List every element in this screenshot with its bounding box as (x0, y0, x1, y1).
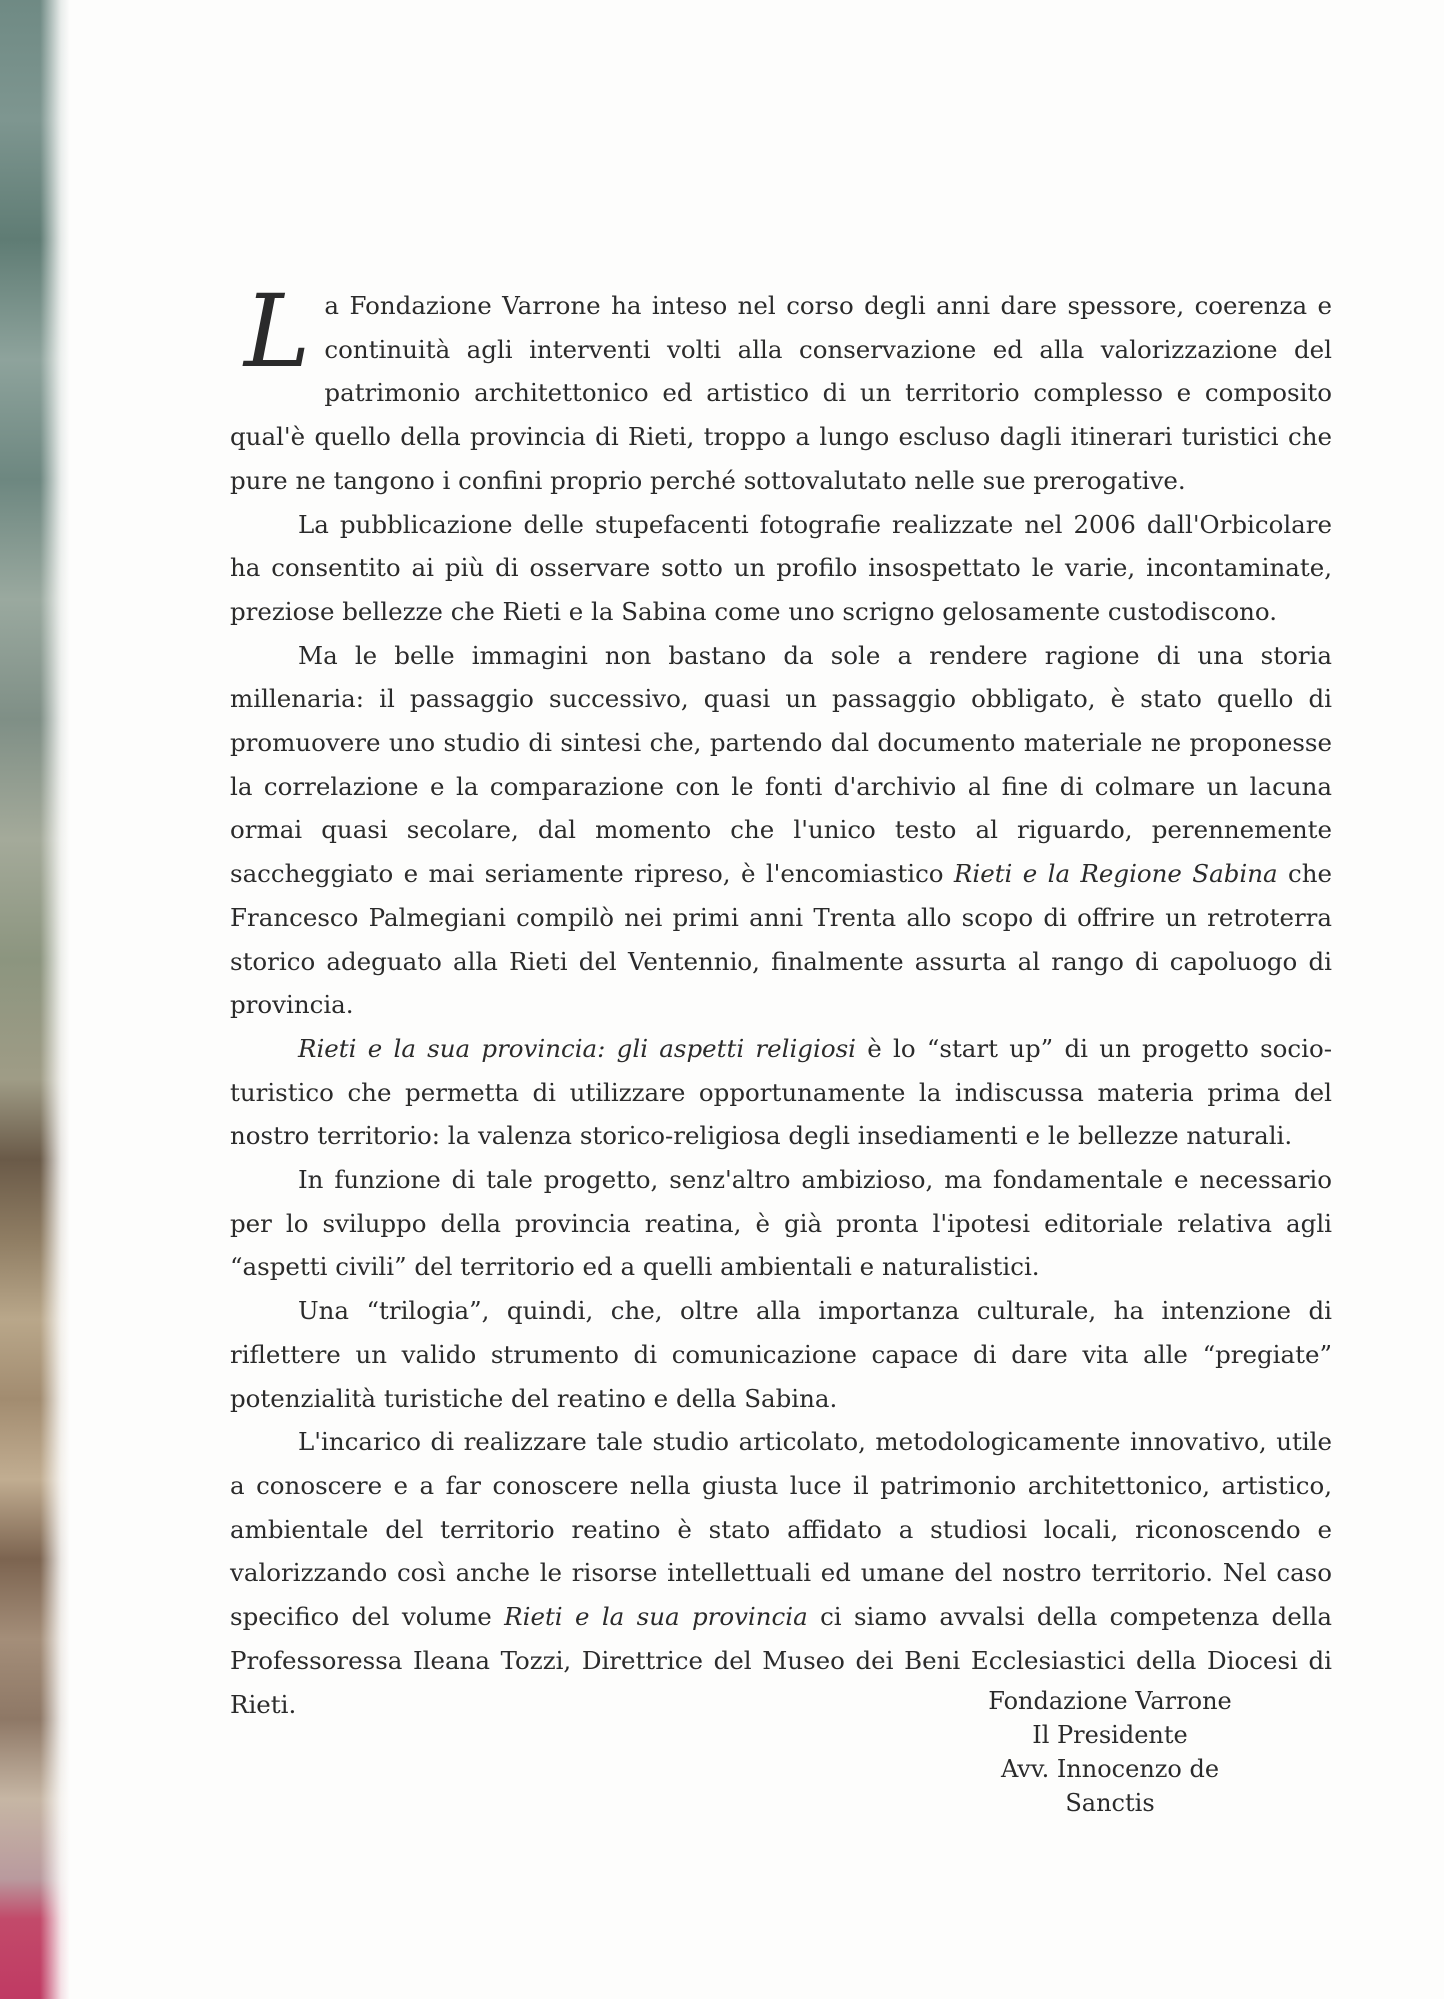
drop-cap: L (244, 273, 311, 390)
book-edge-image (0, 0, 70, 1999)
paragraph-3-text-a: Ma le belle immagini non bastano da sole a rendere ragione di una storia millenaria: il passaggio successivo, quasi un passaggio obbligato, è stato quello di promuovere uno studio di sintesi che, partendo dal documento materiale ne proponesse la correlazione e la comparazione con le fonti d'archivio al fine di colmare un lacuna ormai quasi secolare, dal momento che l'unico testo al riguardo, perennemente saccheggiato e mai seriamente ripreso, è l'encomiastico (230, 640, 1332, 889)
paragraph-6: Una “trilogia”, quindi, che, oltre alla importanza culturale, ha intenzione di riflettere un valido strumento di comunicazione capace di dare vita alle “pregiate” potenzialità turistiche del reatino e della Sabina. (230, 1296, 1332, 1413)
book-title-volume: Rieti e la sua provincia (504, 1602, 808, 1632)
letter-body (230, 273, 1332, 1726)
paragraph-2: La pubblicazione delle stupefacenti fotografie realizzate nel 2006 dall'Orbicolare ha consentito ai più di osservare sotto un profilo insospettato le varie, incontaminate, preziose bellezze che Rieti e la Sabina come uno scrigno gelosamente custodiscono. (230, 509, 1332, 626)
paragraph-4 (230, 1027, 1332, 1158)
paragraph-3-text-b: che Francesco Palmegiani compilò nei primi anni Trenta allo scopo di offrire un retroterra storico adeguato alla Rieti del Ventennio, finalmente assurta al rango di capoluogo di provincia. (230, 859, 1332, 1020)
signature-org: Fondazione Varrone (988, 1687, 1232, 1715)
paragraph-1-text: a Fondazione Varrone ha inteso nel corso degli anni dare spessore, coerenza e continuità agli interventi volti alla conservazione ed alla valorizzazione del patrimonio architettonico ed artistico di un territorio complesso e composito qual'è quello della provincia di Rieti, troppo a lungo escluso dagli itinerari turistici che pure ne tangono i confini proprio perché sottovalutato nelle sue prerogative. (230, 291, 1332, 495)
paragraph-4-text: è lo “start up” di un progetto socio-turistico che permetta di utilizzare opportunamente la indiscussa materia prima del nostro territorio: la valenza storico-religiosa degli insediamenti e le bellezze naturali. (230, 1033, 1332, 1151)
signature-block (960, 1684, 1260, 1820)
paragraph-1 (230, 273, 1332, 503)
paragraph-7-text-b: ci siamo avvalsi della competenza della Professoressa Ileana Tozzi, Direttrice del Museo dei Beni Ecclesiastici della Diocesi di Rieti. (230, 1602, 1332, 1719)
signature-role: Il Presidente (1032, 1721, 1188, 1749)
paragraph-7-text-a: L'incarico di realizzare tale studio articolato, metodologicamente innovativo, utile a conoscere e a far conoscere nella giusta luce il patrimonio architettonico, artistico, ambientale del territorio reatino è stato affidato a studiosi locali, riconoscendo e valorizzando così anche le risorse intellettuali ed umane del nostro territorio. Nel caso specifico del volume (230, 1427, 1332, 1632)
book-title-palmegiani: Rieti e la Regione Sabina (953, 859, 1278, 889)
signature-name: Avv. Innocenzo de Sanctis (1000, 1755, 1220, 1817)
book-title-religiosi: Rieti e la sua provincia: gli aspetti religiosi (298, 1033, 856, 1063)
paragraph-3 (230, 634, 1332, 1027)
paragraph-7 (230, 1420, 1332, 1726)
paragraph-5: In funzione di tale progetto, senz'altro ambizioso, ma fondamentale e necessario per lo sviluppo della provincia reatina, è già pronta l'ipotesi editoriale relativa agli “aspetti civili” del territorio ed a quelli ambientali e naturalistici. (230, 1165, 1332, 1282)
